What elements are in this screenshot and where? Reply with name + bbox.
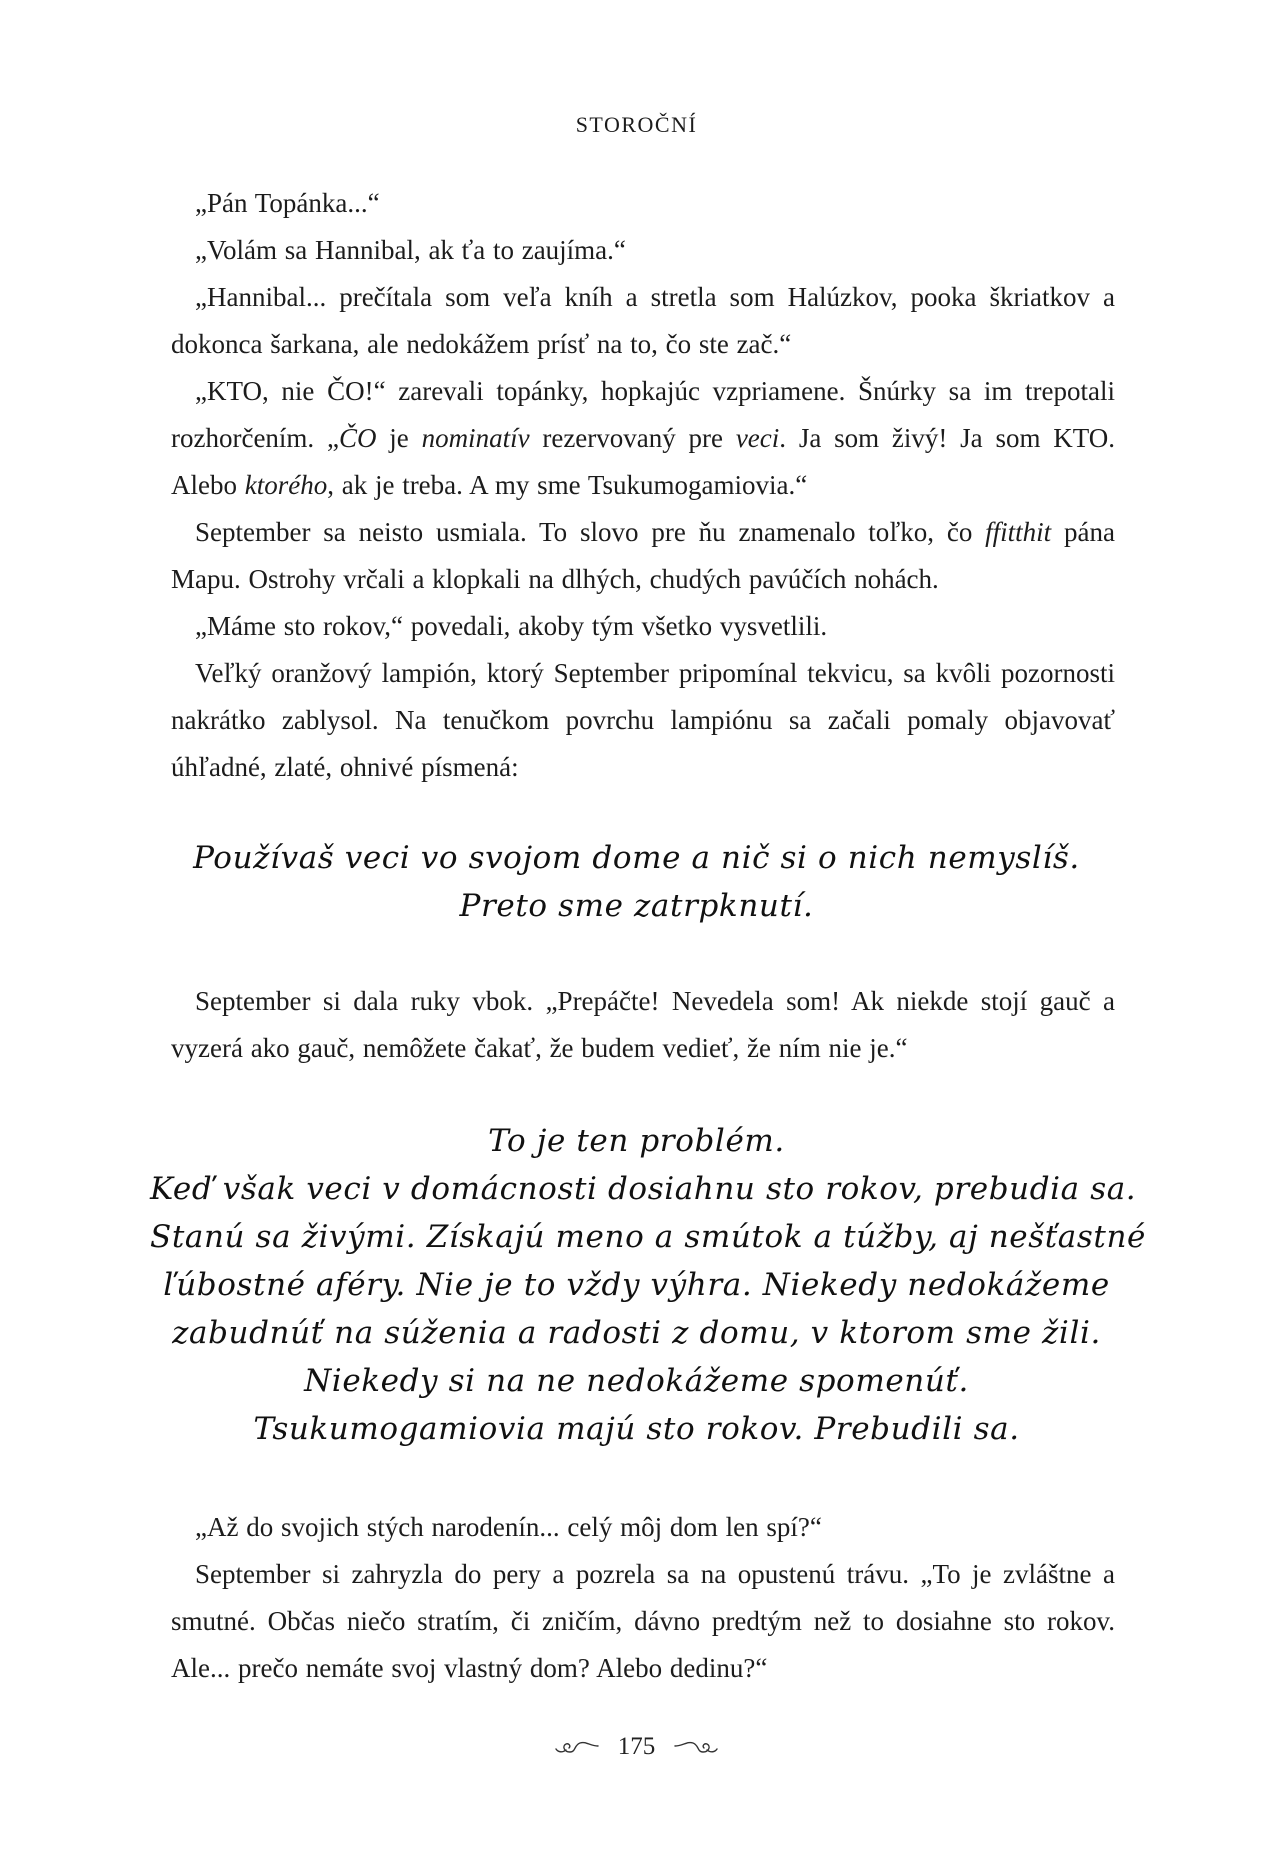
- emphasis: ČO: [338, 423, 377, 453]
- lantern-message-1: [150, 834, 1123, 930]
- script-line: Preto sme zatrpknutí.: [459, 888, 814, 924]
- paragraph: [171, 368, 1115, 509]
- emphasis: ffitthit: [985, 517, 1052, 547]
- paragraph: „Volám sa Hannibal, ak ťa to zaujíma.“: [195, 235, 626, 265]
- scroll-flourish-icon: [554, 1737, 600, 1757]
- text-run: „KTO, nie ČO!“ zarevali topánky, hopkajúc vzpriamene. Šnúrky sa im trepotali rozhorčením. „: [171, 376, 1115, 453]
- script-line: ľúbostné aféry. Nie je to vždy výhra. Niekedy nedokážeme: [163, 1267, 1110, 1303]
- paragraph: [171, 509, 1115, 603]
- script-line: Tsukumogamiovia majú sto rokov. Prebudili sa.: [253, 1411, 1020, 1447]
- script-line: Keď však veci v domácnosti dosiahnu sto rokov, prebudia sa.: [150, 1171, 1137, 1207]
- text-run: je: [376, 423, 422, 453]
- text-block-3: [171, 1504, 1115, 1692]
- lantern-message-2: [150, 1117, 1146, 1453]
- paragraph: September si zahryzla do pery a pozrela sa na opustenú trávu. „To je zvláštne a smutné. Občas niečo stratím, či zničím, dávno predtým než to dosiahne sto rokov. Ale... prečo nemáte svoj vlastný dom? Alebo dedinu?“: [171, 1559, 1115, 1683]
- paragraph: „Hannibal... prečítala som veľa kníh a stretla som Halúzkov, pooka škriatkov a dokonca šarkana, ale nedokážem prísť na to, čo ste zač.“: [171, 282, 1115, 359]
- text-run: rezervovaný pre: [529, 423, 736, 453]
- script-line: Stanú sa živými. Získajú meno a smútok a túžby, aj nešťastné: [150, 1219, 1146, 1255]
- paragraph: Veľký oranžový lampión, ktorý September pripomínal tekvicu, sa kvôli pozornosti nakrátko zablysol. Na tenučkom povrchu lampiónu sa začali pomaly objavovať úhľadné, zlaté, ohnivé písmená:: [171, 658, 1115, 782]
- script-line: zabudnúť na súženia a radosti z domu, v ktorom sme žili.: [172, 1315, 1101, 1351]
- paragraph: September si dala ruky vbok. „Prepáčte! Nevedela som! Ak niekde stojí gauč a vyzerá ako gauč, nemôžete čakať, že budem vedieť, že ním nie je.“: [171, 986, 1115, 1063]
- script-line: Niekedy si na ne nedokážeme spomenúť.: [304, 1363, 969, 1399]
- text-run: September sa neisto usmiala. To slovo pre ňu znamenalo toľko, čo: [195, 517, 986, 547]
- text-run: pána Mapu. Ostrohy vrčali a klopkali na dlhých, chudých pavúčích nohách.: [171, 517, 1115, 594]
- folio: [0, 1733, 1273, 1761]
- emphasis: veci: [735, 423, 780, 453]
- paragraph: „Pán Topánka...“: [195, 188, 380, 218]
- script-line: To je ten problém.: [488, 1123, 785, 1159]
- paragraph: „Až do svojich stých narodenín... celý môj dom len spí?“: [195, 1512, 822, 1542]
- scroll-flourish-icon: [673, 1737, 719, 1757]
- text-block-1: [171, 180, 1115, 791]
- text-run: . Ja som živý! Ja som KTO. Alebo: [171, 423, 1115, 500]
- text-run: , ak je treba. A my sme Tsukumogamiovia.“: [327, 470, 808, 500]
- text-block-2: [171, 978, 1115, 1072]
- page-number: 175: [617, 1733, 656, 1760]
- script-line: Používaš veci vo svojom dome a nič si o nich nemyslíš.: [193, 840, 1080, 876]
- emphasis: ktorého: [244, 470, 328, 500]
- running-head: STOROČNÍ: [575, 112, 698, 137]
- emphasis: nominatív: [421, 423, 530, 453]
- paragraph: „Máme sto rokov,“ povedali, akoby tým všetko vysvetlili.: [195, 611, 828, 641]
